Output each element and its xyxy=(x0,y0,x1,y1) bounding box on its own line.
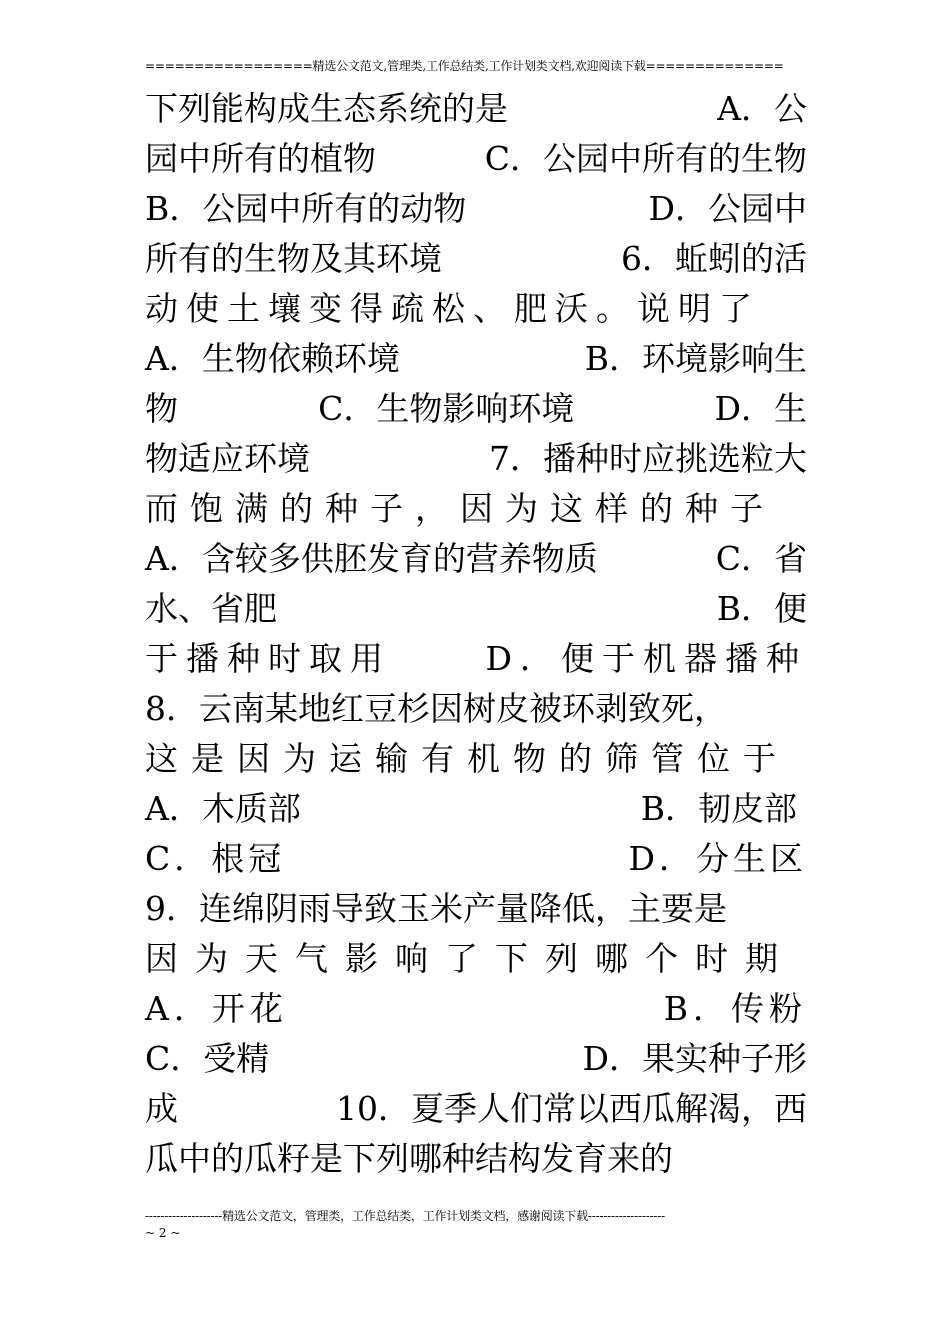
text-line xyxy=(145,1134,807,1184)
text-segment: A．木质部 xyxy=(145,789,301,828)
text-line xyxy=(145,784,807,834)
text-segment: A．开花 xyxy=(145,989,288,1028)
text-segment: 8．云南某地红豆杉因树皮被环剥致死， xyxy=(145,689,727,728)
document-body xyxy=(145,84,807,1184)
text-line xyxy=(145,384,807,434)
page-number: ~ 2 ~ xyxy=(145,1226,181,1240)
text-segment: 所有的生物及其环境 xyxy=(145,239,442,278)
text-segment: A．含较多供胚发育的营养物质 xyxy=(145,539,598,578)
text-segment: D．分生区 xyxy=(628,839,807,878)
text-segment: A．公 xyxy=(717,89,807,128)
text-line xyxy=(145,334,807,384)
text-line xyxy=(145,1084,807,1134)
text-segment: B．传粉 xyxy=(663,989,807,1028)
text-line xyxy=(145,1034,807,1084)
text-line xyxy=(145,434,807,484)
text-line xyxy=(145,634,807,684)
text-segment: 6．蚯蚓的活 xyxy=(621,239,807,278)
text-line xyxy=(145,234,807,284)
text-line xyxy=(145,934,807,984)
text-line xyxy=(145,184,807,234)
text-segment: C．公园中所有的生物 xyxy=(484,139,807,178)
text-segment: 园中所有的植物 xyxy=(145,139,376,178)
text-segment: 物适应环境 xyxy=(145,439,310,478)
text-segment: C．根冠 xyxy=(145,839,286,878)
text-segment: B．环境影响生 xyxy=(584,339,807,378)
text-segment: C．生物影响环境 xyxy=(318,389,575,428)
text-line xyxy=(145,84,807,134)
text-segment: B．便 xyxy=(716,589,807,628)
text-segment: D．公园中 xyxy=(648,189,807,228)
text-line xyxy=(145,834,807,884)
text-line xyxy=(145,684,807,734)
text-segment: A．生物依赖环境 xyxy=(145,339,400,378)
text-segment: B．韧皮部 xyxy=(640,789,797,828)
text-line xyxy=(145,484,807,534)
text-segment: 于播种时取用 xyxy=(145,639,391,678)
text-line xyxy=(145,884,807,934)
text-segment: 瓜中的瓜籽是下列哪种结构发育来的 xyxy=(145,1139,673,1178)
text-segment: 物 xyxy=(145,389,178,428)
text-segment: 因为天气影响了下列哪个时期 xyxy=(145,939,795,978)
text-segment: 9．连绵阴雨导致玉米产量降低，主要是 xyxy=(145,889,727,928)
text-line xyxy=(145,984,807,1034)
text-segment: D．便于机器播种 xyxy=(485,639,807,678)
text-segment: C．省 xyxy=(715,539,807,578)
text-line xyxy=(145,584,807,634)
text-line xyxy=(145,284,807,334)
text-segment: D．生 xyxy=(714,389,807,428)
text-segment: D．果实种子形 xyxy=(582,1039,807,1078)
text-segment: 7．播种时应挑选粒大 xyxy=(489,439,807,478)
text-segment: C．受精 xyxy=(145,1039,270,1078)
text-segment: 下列能构成生态系统的是 xyxy=(145,89,508,128)
footer-banner: --------------------精选公文范文，管理类，工作总结类，工作计划类文档，感谢阅读下载-------------------- xyxy=(145,1209,665,1223)
text-segment: 这是因为运输有机物的筛管位于 xyxy=(145,739,789,778)
header-banner: =================精选公文范文,管理类,工作总结类,工作计划类文档,欢迎阅读下载============== xyxy=(145,59,784,73)
text-segment: 10．夏季人们常以西瓜解渴，西 xyxy=(336,1089,807,1128)
text-segment: 动使土壤变得疏松、肥沃。说明了 xyxy=(145,289,760,328)
text-line xyxy=(145,534,807,584)
text-segment: 水、省肥 xyxy=(145,589,277,628)
text-segment: B．公园中所有的动物 xyxy=(145,189,467,228)
text-segment: 而饱满的种子，因为这样的种子 xyxy=(145,489,775,528)
text-line xyxy=(145,734,807,784)
text-line xyxy=(145,134,807,184)
text-segment: 成 xyxy=(145,1089,178,1128)
